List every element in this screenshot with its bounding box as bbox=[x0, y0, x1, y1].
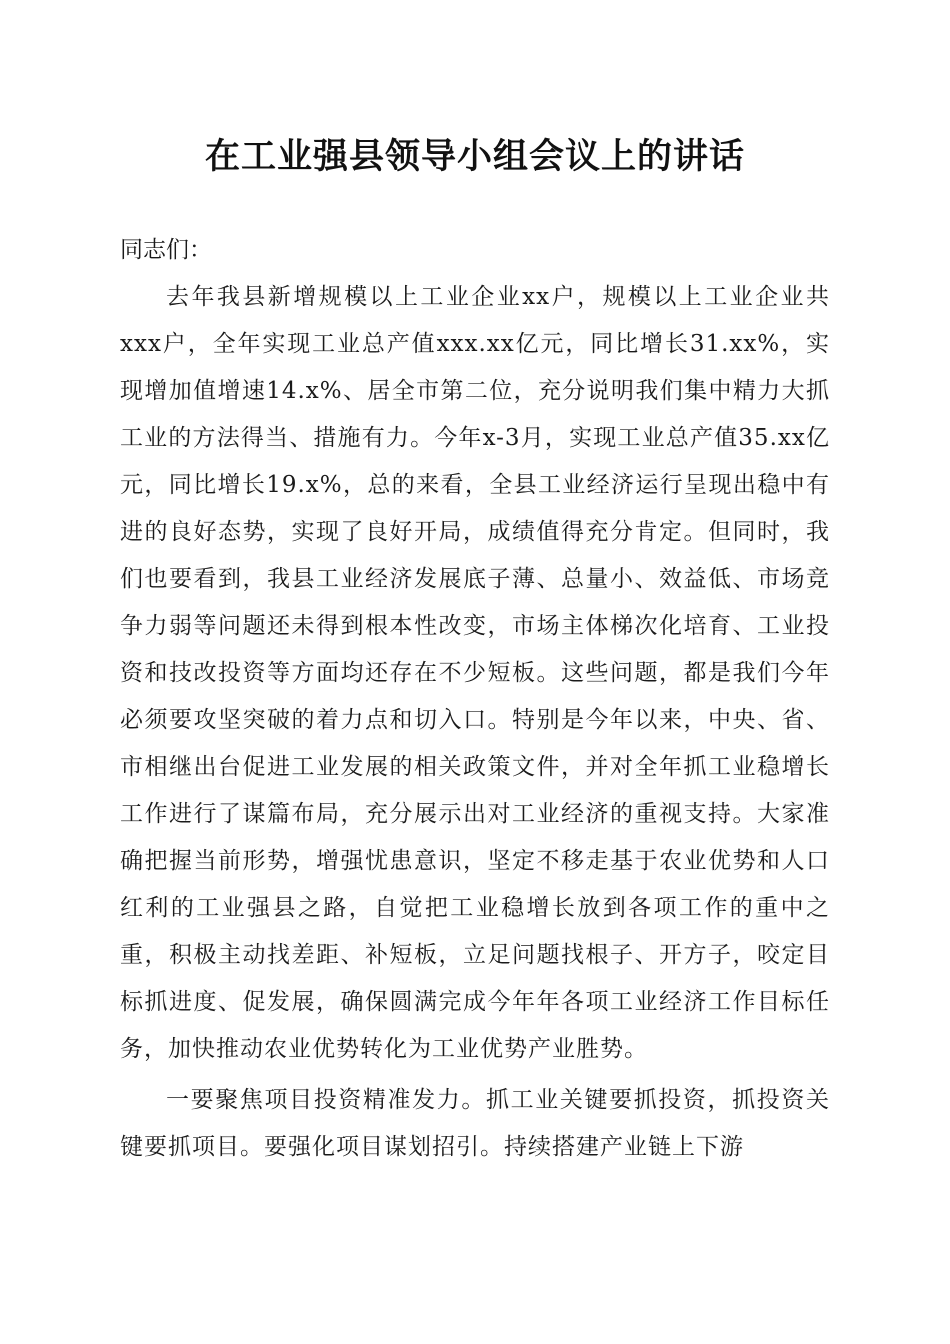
paragraph-1: 去年我县新增规模以上工业企业xx户，规模以上工业企业共xxx户，全年实现工业总产值xxx.xx亿元，同比增长31.xx%，实现增加值增速14.x%、居全市第二位，充分说明我们集中精力大抓工业的方法得当、措施有力。今年x-3月，实现工业总产值35.xx亿元，同比增长19.x%，总的来看，全县工业经济运行呈现出稳中有进的良好态势，实现了良好开局，成绩值得充分肯定。但同时，我们也要看到，我县工业经济发展底子薄、总量小、效益低、市场竞争力弱等问题还未得到根本性改变，市场主体梯次化培育、工业投资和技改投资等方面均还存在不少短板。这些问题，都是我们今年必须要攻坚突破的着力点和切入口。特别是今年以来，中央、省、市相继出台促进工业发展的相关政策文件，并对全年抓工业稳增长工作进行了谋篇布局，充分展示出对工业经济的重视支持。大家准确把握当前形势，增强忧患意识，坚定不移走基于农业优势和人口红利的工业强县之路，自觉把工业稳增长放到各项工作的重中之重，积极主动找差距、补短板，立足问题找根子、开方子，咬定目标抓进度、促发展，确保圆满完成今年年各项工业经济工作目标任务，加快推动农业优势转化为工业优势产业胜势。 bbox=[120, 284, 830, 1062]
paragraph-2: 一要聚焦项目投资精准发力。抓工业关键要抓投资，抓投资关键要抓项目。要强化项目谋划招引。持续搭建产业链上下游 bbox=[120, 1087, 830, 1160]
document-title: 在工业强县领导小组会议上的讲话 bbox=[204, 136, 745, 177]
document-body bbox=[120, 227, 830, 1171]
salutation: 同志们： bbox=[120, 237, 212, 263]
